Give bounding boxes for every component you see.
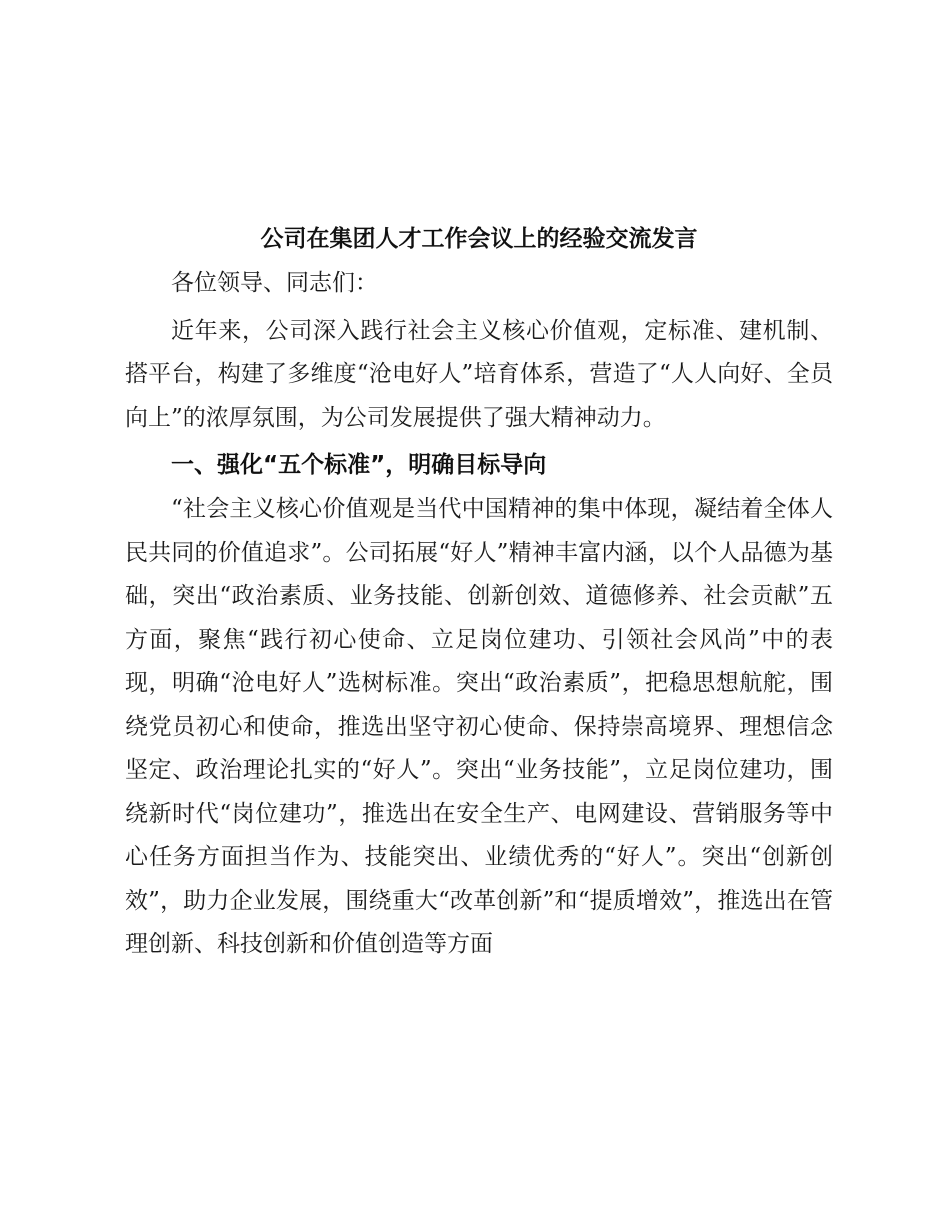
greeting-paragraph: 各位领导、同志们： — [171, 270, 378, 296]
document-title: 公司在集团人才工作会议上的经验交流发言 — [260, 225, 698, 252]
document-body — [125, 220, 833, 967]
intro-paragraph: 近年来，公司深入践行社会主义核心价值观，定标准、建机制、搭平台，构建了多维度“沧电好人”培育体系，营造了“人人向好、全员向上”的浓厚氛围，为公司发展提供了强大精神动力。 — [125, 317, 833, 431]
section-heading-1: 一、强化“五个标准”，明确目标导向 — [171, 452, 547, 478]
section-1-paragraph: “社会主义核心价值观是当代中国精神的集中体现，凝结着全体人民共同的价值追求”。公司拓展“好人”精神丰富内涵，以个人品德为基础，突出“政治素质、业务技能、创新创效、道德修养、社会贡献”五方面，聚焦“践行初心使命、立足岗位建功、引领社会风尚”中的表现，明确“沧电好人”选树标准。突出“政治素质”，把稳思想航舵，围绕党员初心和使命，推选出坚守初心使命、保持崇高境界、理想信念坚定、政治理论扎实的“好人”。突出“业务技能”，立足岗位建功，围绕新时代“岗位建功”，推选出在安全生产、电网建设、营销服务等中心任务方面担当作为、技能突出、业绩优秀的“好人”。突出“创新创效”，助力企业发展，围绕重大“改革创新”和“提质增效”，推选出在管理创新、科技创新和价值创造等方面 — [125, 496, 833, 957]
